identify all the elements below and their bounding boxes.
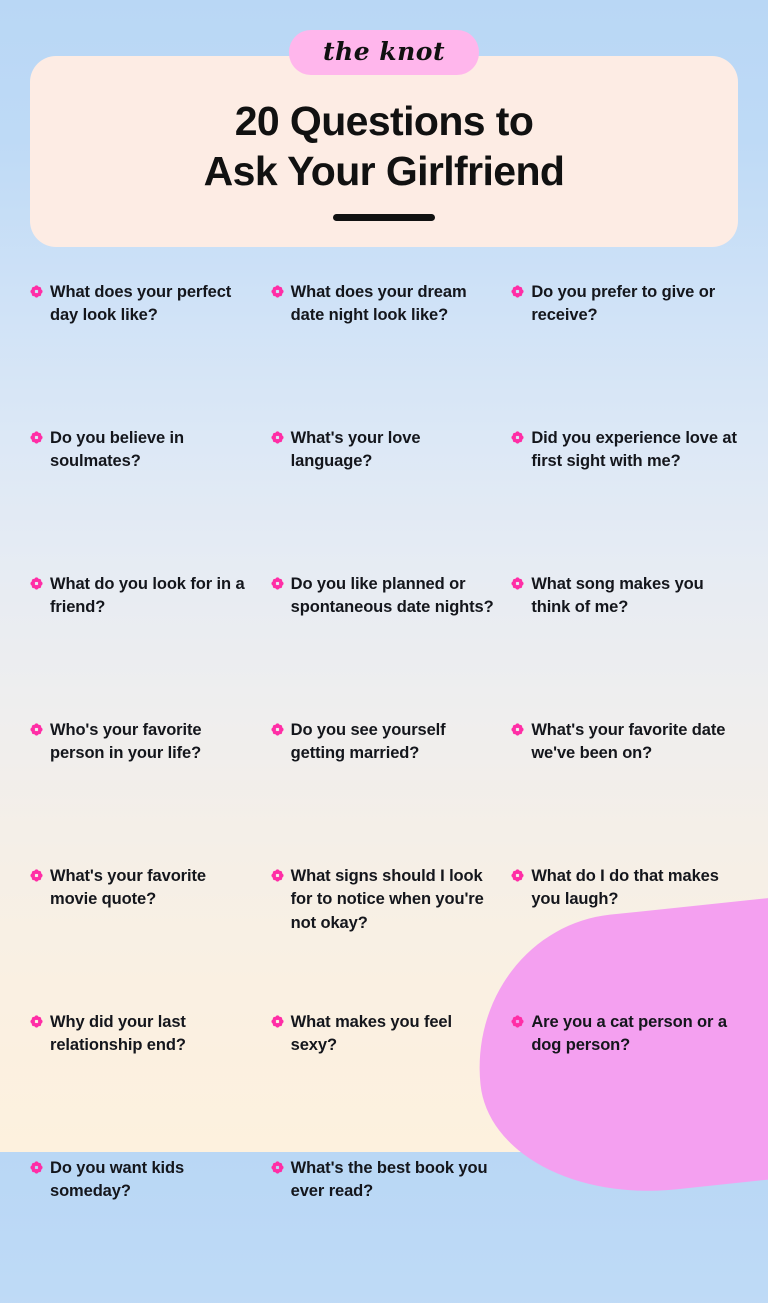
- flower-icon: [271, 577, 284, 594]
- flower-icon: [30, 1161, 43, 1178]
- question-text: Do you prefer to give or receive?: [531, 283, 716, 325]
- title-card: [30, 56, 738, 247]
- question-text: What's your favorite movie quote?: [50, 867, 206, 909]
- question-text: Are you a cat person or a dog person?: [531, 1013, 727, 1055]
- questions-column-1: [30, 281, 257, 1303]
- flower-icon: [30, 577, 43, 594]
- flower-icon: [271, 285, 284, 302]
- flower-icon: [511, 723, 524, 740]
- question-item: [30, 1157, 257, 1275]
- question-item: [30, 719, 257, 837]
- question-item: [30, 427, 257, 545]
- questions-grid: [30, 281, 738, 1303]
- question-text: What signs should I look for to notice when you're not okay?: [290, 867, 484, 932]
- questions-column-3: [511, 281, 738, 1303]
- question-text: Do you want kids someday?: [50, 1159, 185, 1201]
- question-item: [511, 719, 738, 837]
- page-title-line-2: Ask Your Girlfriend: [203, 148, 565, 195]
- flower-icon: [30, 869, 43, 886]
- question-text: What does your perfect day look like?: [50, 283, 232, 325]
- flower-icon: [511, 431, 524, 448]
- question-text: What do you look for in a friend?: [50, 575, 245, 617]
- question-item: [271, 281, 498, 399]
- flower-icon: [271, 1161, 284, 1178]
- question-item: [30, 1011, 257, 1129]
- question-item: [30, 281, 257, 399]
- question-item: [271, 573, 498, 691]
- flower-icon: [511, 1015, 524, 1032]
- question-item: [511, 281, 738, 399]
- question-text: What do I do that makes you laugh?: [531, 867, 719, 909]
- question-item: [511, 427, 738, 545]
- question-text: What's your love language?: [290, 429, 421, 471]
- flower-icon: [30, 285, 43, 302]
- questions-column-2: [271, 281, 498, 1303]
- flower-icon: [271, 1015, 284, 1032]
- question-text: Do you see yourself getting married?: [290, 721, 446, 763]
- question-text: Do you believe in soulmates?: [50, 429, 184, 471]
- flower-icon: [511, 577, 524, 594]
- question-text: What makes you feel sexy?: [290, 1013, 452, 1055]
- flower-icon: [271, 869, 284, 886]
- question-text: Why did your last relationship end?: [50, 1013, 186, 1055]
- brand-logo: the knot: [289, 30, 479, 75]
- flower-icon: [511, 869, 524, 886]
- question-item: [30, 865, 257, 983]
- title-divider: [333, 214, 435, 221]
- flower-icon: [511, 285, 524, 302]
- flower-icon: [30, 1015, 43, 1032]
- question-text: Who's your favorite person in your life?: [50, 721, 202, 763]
- question-text: What does your dream date night look like?: [290, 283, 467, 325]
- question-item: [271, 1157, 498, 1275]
- page-title: [60, 96, 708, 196]
- question-text: What's the best book you ever read?: [290, 1159, 488, 1201]
- question-item: [271, 865, 498, 983]
- question-item: [271, 1011, 498, 1129]
- question-text: What song makes you think of me?: [531, 575, 704, 617]
- flower-icon: [271, 431, 284, 448]
- question-item: [30, 573, 257, 691]
- question-item: [271, 719, 498, 837]
- question-item: [511, 1011, 738, 1129]
- header: [30, 0, 738, 247]
- question-item: [511, 865, 738, 983]
- flower-icon: [30, 723, 43, 740]
- flower-icon: [30, 431, 43, 448]
- question-text: Did you experience love at first sight with me?: [531, 429, 737, 471]
- question-item: [511, 573, 738, 691]
- page-title-line-1: 20 Questions to: [234, 98, 534, 144]
- question-text: What's your favorite date we've been on?: [531, 721, 726, 763]
- question-item: [271, 427, 498, 545]
- flower-icon: [271, 723, 284, 740]
- question-text: Do you like planned or spontaneous date nights?: [290, 575, 494, 617]
